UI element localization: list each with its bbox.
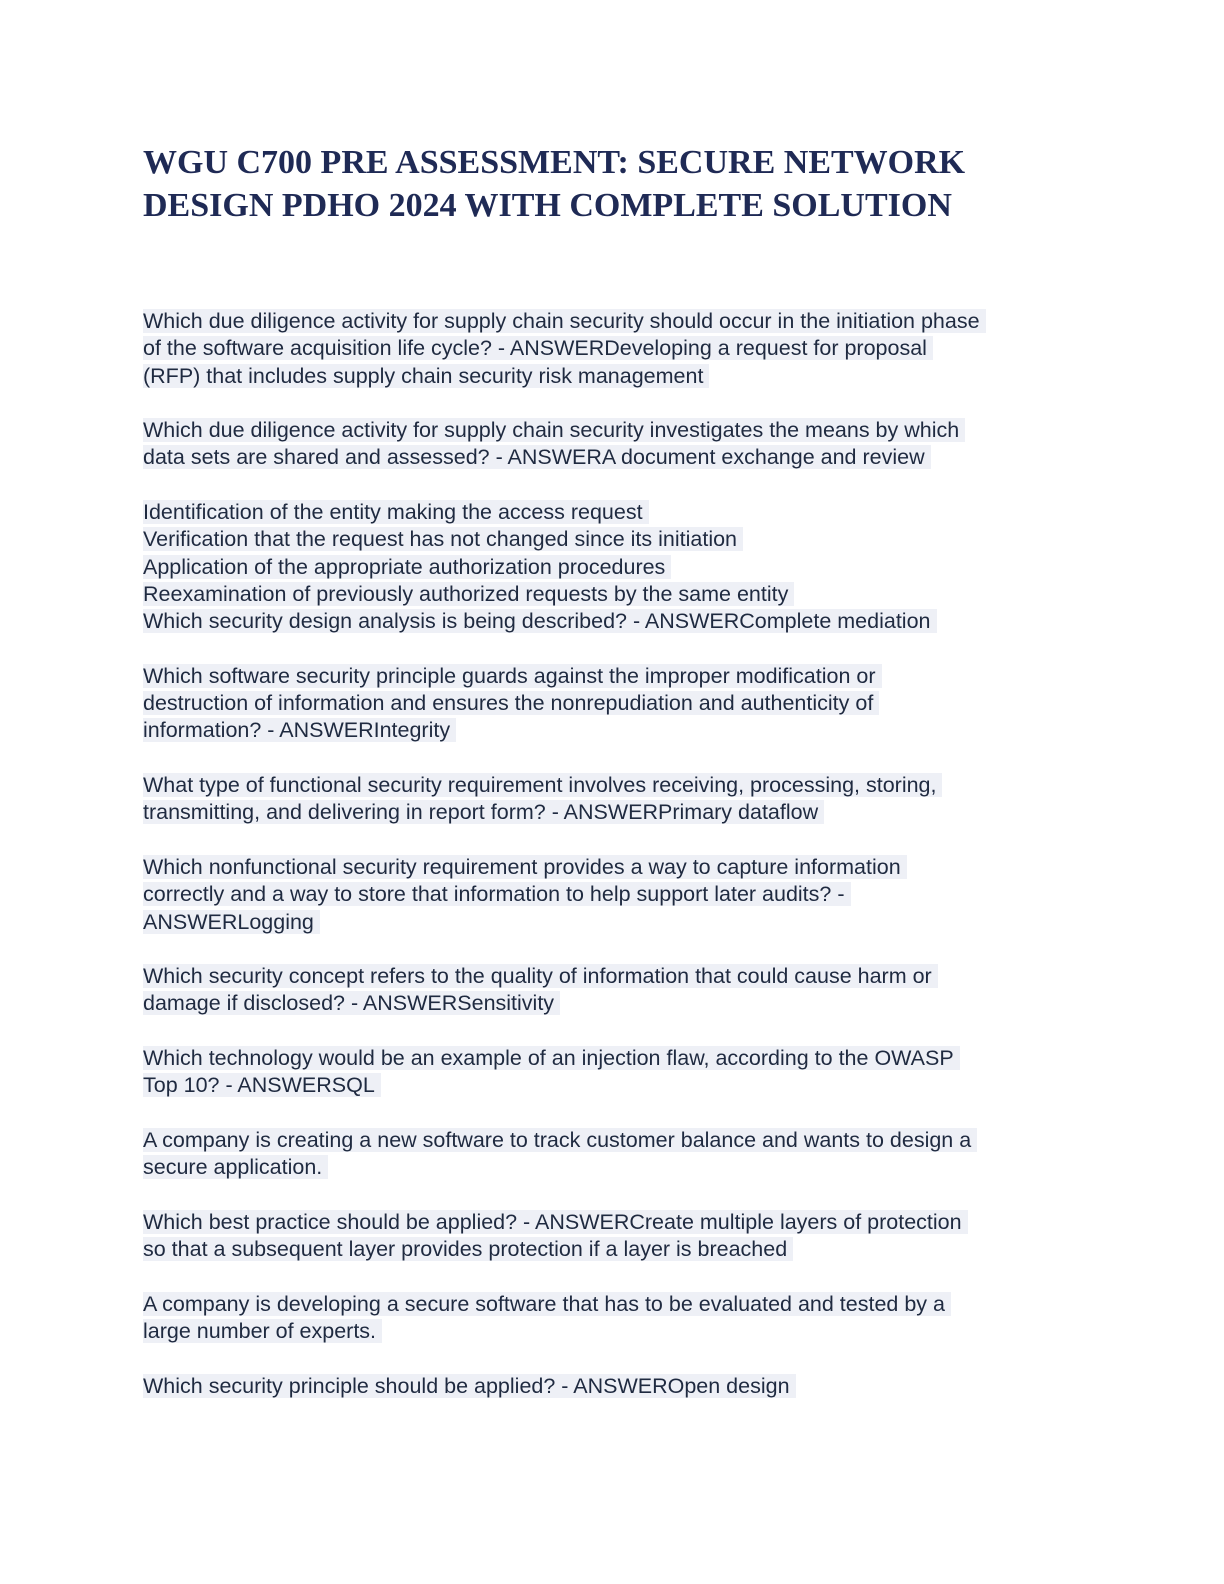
qa-item (143, 1373, 1103, 1400)
qa-item (143, 417, 1103, 472)
qa-item (143, 854, 1103, 936)
text-line (143, 417, 1103, 444)
title-line: DESIGN PDHO 2024 WITH COMPLETE SOLUTION (143, 187, 952, 224)
text-line (143, 363, 1103, 390)
text-span: Which security concept refers to the quality of information that could cause harm or (143, 964, 938, 988)
qa-item (143, 1127, 1103, 1182)
text-line (143, 772, 1103, 799)
text-span: Application of the appropriate authorization procedures (143, 555, 671, 579)
text-span: data sets are shared and assessed? - ANSWERA document exchange and review (143, 445, 931, 469)
text-line (143, 499, 1103, 526)
text-line (143, 1209, 1103, 1236)
text-span: transmitting, and delivering in report form? - ANSWERPrimary dataflow (143, 800, 824, 824)
text-span: Which due diligence activity for supply chain security investigates the means by which (143, 418, 965, 442)
text-line (143, 1291, 1103, 1318)
text-span: Reexamination of previously authorized requests by the same entity (143, 582, 794, 606)
text-line (143, 1154, 1103, 1181)
text-line (143, 690, 1103, 717)
text-span: A company is developing a secure software that has to be evaluated and tested by a (143, 1292, 951, 1316)
text-line (143, 854, 1103, 881)
text-line (143, 909, 1103, 936)
text-span: ANSWERLogging (143, 910, 320, 934)
text-span: large number of experts. (143, 1319, 382, 1343)
text-line (143, 581, 1103, 608)
text-span: Which security principle should be applied? - ANSWEROpen design (143, 1374, 796, 1398)
text-line (143, 308, 1103, 335)
text-span: What type of functional security requirement involves receiving, processing, storing, (143, 773, 942, 797)
document-body (143, 308, 1103, 1427)
text-span: secure application. (143, 1155, 328, 1179)
text-span: correctly and a way to store that information to help support later audits? - (143, 882, 851, 906)
text-line (143, 526, 1103, 553)
qa-item (143, 772, 1103, 827)
text-line (143, 1045, 1103, 1072)
text-span: Which technology would be an example of an injection flaw, according to the OWASP (143, 1046, 960, 1070)
qa-item (143, 663, 1103, 745)
text-line (143, 990, 1103, 1017)
text-line (143, 444, 1103, 471)
text-line (143, 1373, 1103, 1400)
text-span: so that a subsequent layer provides protection if a layer is breached (143, 1237, 793, 1261)
title-line: WGU C700 PRE ASSESSMENT: SECURE NETWORK (143, 144, 966, 181)
qa-item (143, 1209, 1103, 1264)
text-span: A company is creating a new software to track customer balance and wants to design a (143, 1128, 977, 1152)
text-line (143, 335, 1103, 362)
text-span: Which due diligence activity for supply chain security should occur in the initiation phase (143, 309, 986, 333)
text-span: (RFP) that includes supply chain security risk management (143, 364, 709, 388)
qa-item (143, 1291, 1103, 1346)
text-span: Which best practice should be applied? - ANSWERCreate multiple layers of protection (143, 1210, 968, 1234)
text-line (143, 663, 1103, 690)
text-span: of the software acquisition life cycle? - ANSWERDeveloping a request for proposal (143, 336, 933, 360)
qa-item (143, 1045, 1103, 1100)
text-span: Verification that the request has not changed since its initiation (143, 527, 743, 551)
text-span: information? - ANSWERIntegrity (143, 718, 456, 742)
text-span: Which security design analysis is being described? - ANSWERComplete mediation (143, 609, 937, 633)
qa-item (143, 963, 1103, 1018)
text-line (143, 554, 1103, 581)
text-span: Which nonfunctional security requirement provides a way to capture information (143, 855, 907, 879)
text-span: Top 10? - ANSWERSQL (143, 1073, 381, 1097)
text-span: destruction of information and ensures the nonrepudiation and authenticity of (143, 691, 879, 715)
text-span: damage if disclosed? - ANSWERSensitivity (143, 991, 560, 1015)
text-span: Which software security principle guards against the improper modification or (143, 664, 882, 688)
text-span: Identification of the entity making the access request (143, 500, 649, 524)
qa-item (143, 499, 1103, 635)
document-title (143, 141, 1103, 227)
text-line (143, 1127, 1103, 1154)
text-line (143, 881, 1103, 908)
text-line (143, 717, 1103, 744)
qa-item (143, 308, 1103, 390)
text-line (143, 1072, 1103, 1099)
text-line (143, 799, 1103, 826)
text-line (143, 1318, 1103, 1345)
text-line (143, 608, 1103, 635)
text-line (143, 1236, 1103, 1263)
text-line (143, 963, 1103, 990)
